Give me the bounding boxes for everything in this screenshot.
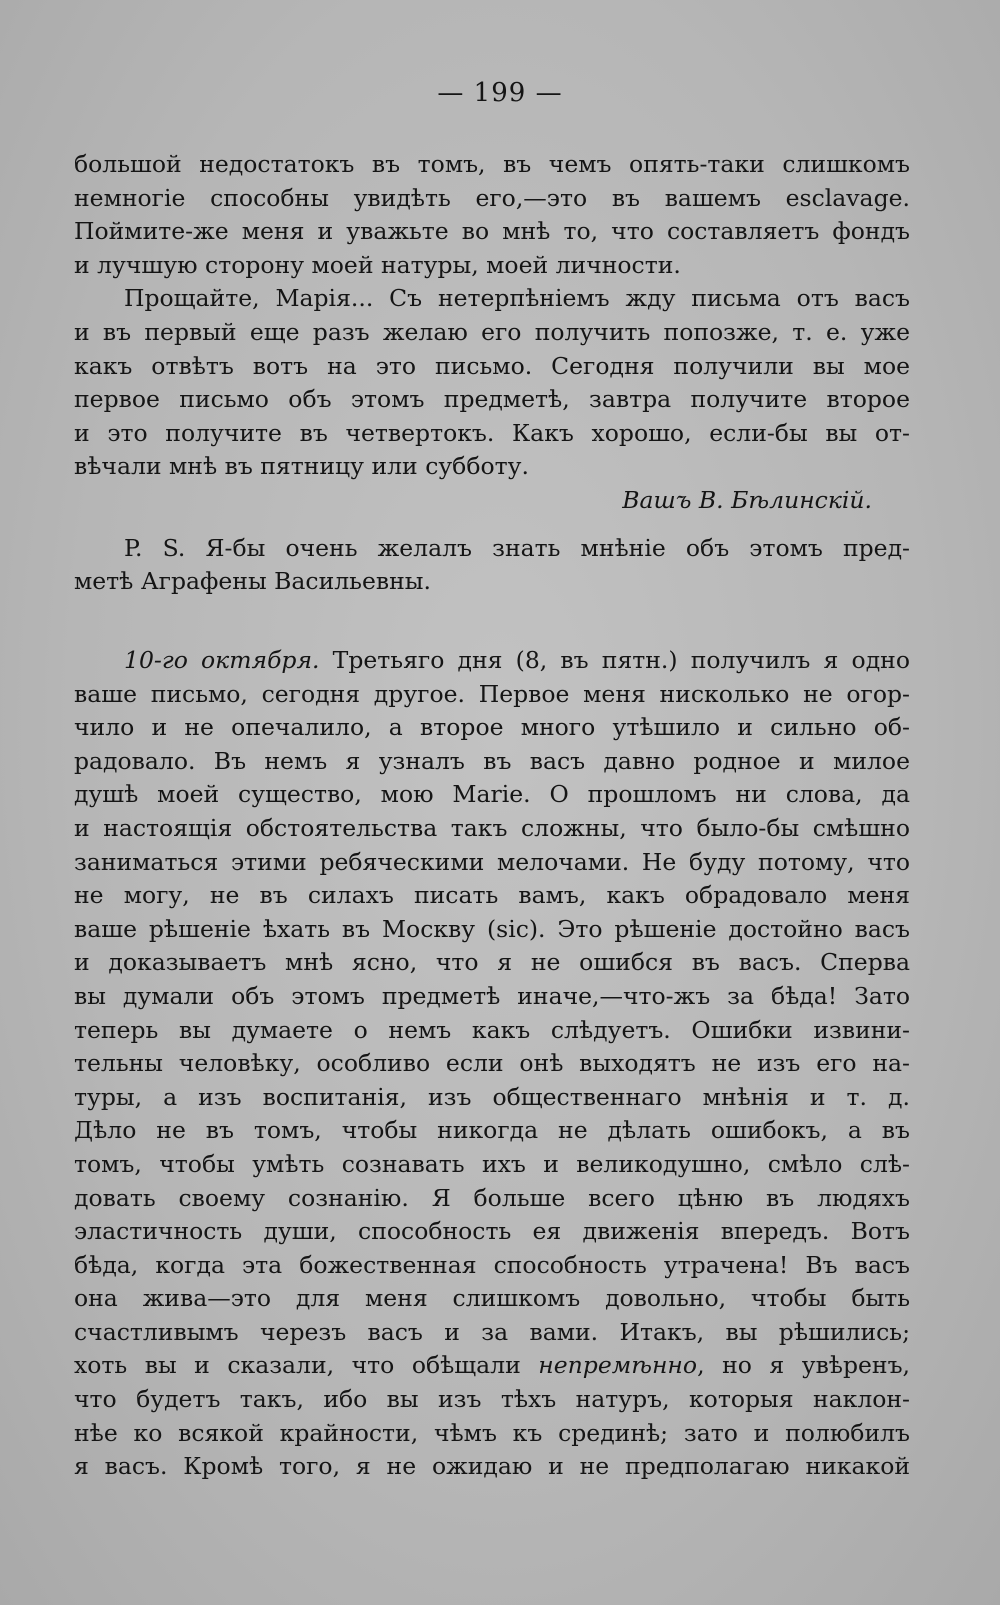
signature: Вашъ В. Бѣлинскій. [622,485,872,514]
text-line: Дѣло не въ томъ, чтобы никогда не дѣлать ошибокъ, а въ [74,1116,910,1145]
text-line: нѣе ко всякой крайности, чѣмъ къ срединѣ; зато и полюбилъ [74,1418,910,1447]
text-line: немногіе способны увидѣть его,—это въ вашемъ esclavage. [74,183,910,212]
text-line: тельны человѣку, особливо если онѣ выходятъ не изъ его на- [74,1049,910,1078]
text-line: и доказываетъ мнѣ ясно, что я не ошибся въ васъ. Сперва [74,948,910,977]
text-line-dated [74,644,910,678]
letter-date: 10-го октября. [124,646,320,674]
text-line: заниматься этими ребяческими мелочами. Не буду потому, что [74,847,910,876]
text-line: большой недостатокъ въ томъ, въ чемъ опять-таки слишкомъ [74,150,910,178]
text-line: и лучшую сторону моей натуры, моей личности. [74,250,681,279]
text-line: бѣда, когда эта божественная способность утрачена! Въ васъ [74,1250,910,1279]
text-line: первое письмо объ этомъ предметѣ, завтра получите второе [74,385,910,414]
text-fragment: Третьяго дня (8, въ пятн.) получилъ я одно [332,646,910,674]
text-line: довать своему сознанію. Я больше всего цѣню въ людяхъ [74,1183,910,1212]
postscript-line: P. S. Я-бы очень желалъ знать мнѣніе объ этомъ пред- [124,533,910,562]
text-line: ваше письмо, сегодня другое. Первое меня нисколько не огор- [74,679,910,708]
text-line: Прощайте, Марія... Съ нетерпѣніемъ жду письма отъ васъ [124,284,910,313]
text-line: теперь вы думаете о немъ какъ слѣдуетъ. Ошибки извини- [74,1015,910,1044]
text-line: Поймите-же меня и уважьте во мнѣ то, что составляетъ фондъ [74,217,910,246]
text-line: счастливымъ черезъ васъ и за вами. Итакъ, вы рѣшились; [74,1317,910,1346]
text-line: ваше рѣшеніе ѣхать въ Москву (sic). Это рѣшеніе достойно васъ [74,914,910,943]
letter-october-10 [74,644,910,1484]
text-fragment: , но я увѣренъ, [697,1351,911,1380]
text-line: что будетъ такъ, ибо вы изъ тѣхъ натуръ, которыя наклон- [74,1385,910,1414]
text-line: не могу, не въ силахъ писать вамъ, какъ обрадовало меня [74,881,910,910]
emphasized-word: непремѣнно [538,1351,698,1380]
text-line: душѣ моей существо, мою Marie. О прошломъ ни слова, да [74,780,910,809]
text-line: какъ отвѣтъ вотъ на это письмо. Сегодня получили вы мое [74,351,910,380]
page-number: — 199 — [437,78,563,108]
text-line-with-emphasis [74,1349,910,1383]
text-line: и настоящія обстоятельства такъ сложны, что было-бы смѣшно [74,813,910,842]
text-line: туры, а изъ воспитанія, изъ общественнаго мнѣнія и т. д. [74,1082,910,1111]
text-line: она жива—это для меня слишкомъ довольно, чтобы быть [74,1284,910,1313]
text-line: эластичность души, способность ея движенія впередъ. Вотъ [74,1217,910,1246]
text-line: и это получите въ четвертокъ. Какъ хорошо, если-бы вы от- [74,418,910,447]
text-line: вѣчали мнѣ въ пятницу или субботу. [74,452,529,481]
text-line: чило и не опечалило, а второе много утѣшило и сильно об- [74,713,910,742]
text-line: радовало. Въ немъ я узналъ въ васъ давно родное и милое [74,746,910,775]
text-line: я васъ. Кромѣ того, я не ожидаю и не предполагаю никакой [74,1452,910,1481]
text-fragment: хоть вы и сказали, что обѣщали [74,1351,539,1380]
letter-continuation [74,148,910,599]
postscript-line: метѣ Аграфены Васильевны. [74,567,431,596]
text-line: и въ первый еще разъ желаю его получить попозже, т. е. уже [74,317,910,346]
text-line: вы думали объ этомъ предметѣ иначе,—что-жъ за бѣда! Зато [74,981,910,1010]
text-line: томъ, чтобы умѣть сознавать ихъ и великодушно, смѣло слѣ- [74,1149,910,1178]
